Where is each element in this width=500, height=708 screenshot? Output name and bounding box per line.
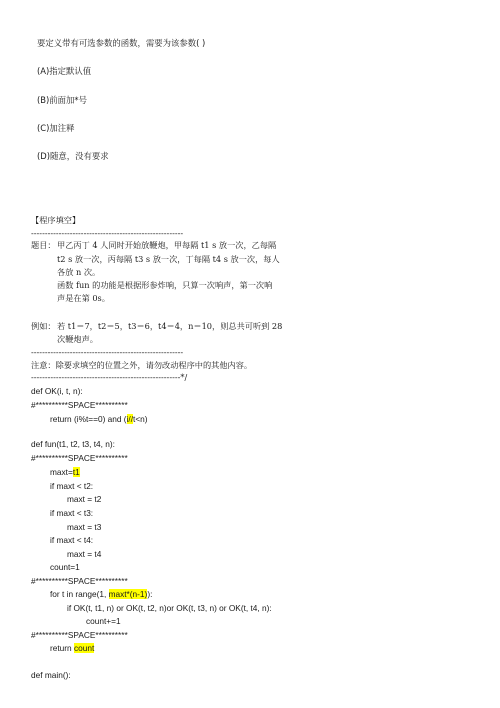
filled-blank: t1 [72,467,80,477]
option-c: (C)加注释 [37,123,75,133]
space-marker: #**********SPACE********** [31,400,128,410]
example-label: 例如： [31,321,56,331]
filled-blank: i// [126,414,134,424]
option-b: (B)前面加*号 [37,95,87,105]
code-text: ): [147,589,153,599]
code-line: if OK(t, t1, n) or OK(t, t2, n)or OK(t, t3, n) or OK(t, t4, n): [67,603,272,613]
code-text: return [50,643,74,653]
code-line: def main(): [31,670,71,680]
example-line: 次鞭炮声。 [57,334,98,344]
code-line: count=1 [50,562,80,572]
prompt-line: 函数 fun 的功能是根据形参炸响，只算一次响声，第一次响 [57,280,273,290]
option-a: (A)指定默认值 [37,66,92,76]
note-text: 注意：除要求填空的位置之外，请勿改动程序中的其他内容。 [31,360,253,370]
code-text: for t in range(1, [50,589,109,599]
option-d: (D)随意，没有要求 [37,151,109,161]
code-line [50,414,148,425]
question-stem: 要定义带有可选参数的函数，需要为该参数( ) [37,38,206,48]
code-line: maxt = t2 [67,494,102,504]
code-line [50,467,80,478]
code-line: if maxt < t3: [50,508,94,518]
code-line: count+=1 [86,616,121,626]
space-marker: #**********SPACE********** [31,576,128,586]
code-line [50,589,152,600]
filled-blank: maxt*(n-1) [108,589,148,599]
prompt-line: 各放 n 次。 [57,267,101,277]
code-text: return (i%t==0) and ( [50,414,127,424]
code-text: maxt= [50,467,73,477]
code-line: def fun(t1, t2, t3, t4, n): [31,439,115,449]
space-marker: #**********SPACE********** [31,630,128,640]
divider-middle: ------------------------------------------------------- [31,347,184,357]
prompt-line: 甲乙丙丁 4 人同时开始放鞭炮，甲每隔 t1 s 放一次，乙每隔 [57,240,277,250]
example-line: 若 t1＝7，t2＝5，t3＝6，t4＝4，n＝10，则总共可听到 28 [57,321,283,331]
code-line: def OK(i, t, n): [31,386,83,396]
code-text: t<n) [133,414,148,424]
code-line: maxt = t3 [67,522,102,532]
code-line: if maxt < t4: [50,535,94,545]
section-heading: 【程序填空】 [31,215,81,225]
divider-top: ------------------------------------------------------- [31,228,184,238]
space-marker: #**********SPACE********** [31,453,128,463]
divider-bottom: ------------------------------------------------------*/ [31,372,188,382]
prompt-line: 声是在第 0s。 [57,293,110,303]
code-line: maxt = t4 [67,549,102,559]
code-line: if maxt < t2: [50,481,94,491]
prompt-label: 题目： [31,240,56,250]
code-line [50,643,94,654]
prompt-line: t2 s 放一次，丙每隔 t3 s 放一次，丁每隔 t4 s 放一次，每人 [57,254,280,264]
filled-blank: count [73,643,95,653]
